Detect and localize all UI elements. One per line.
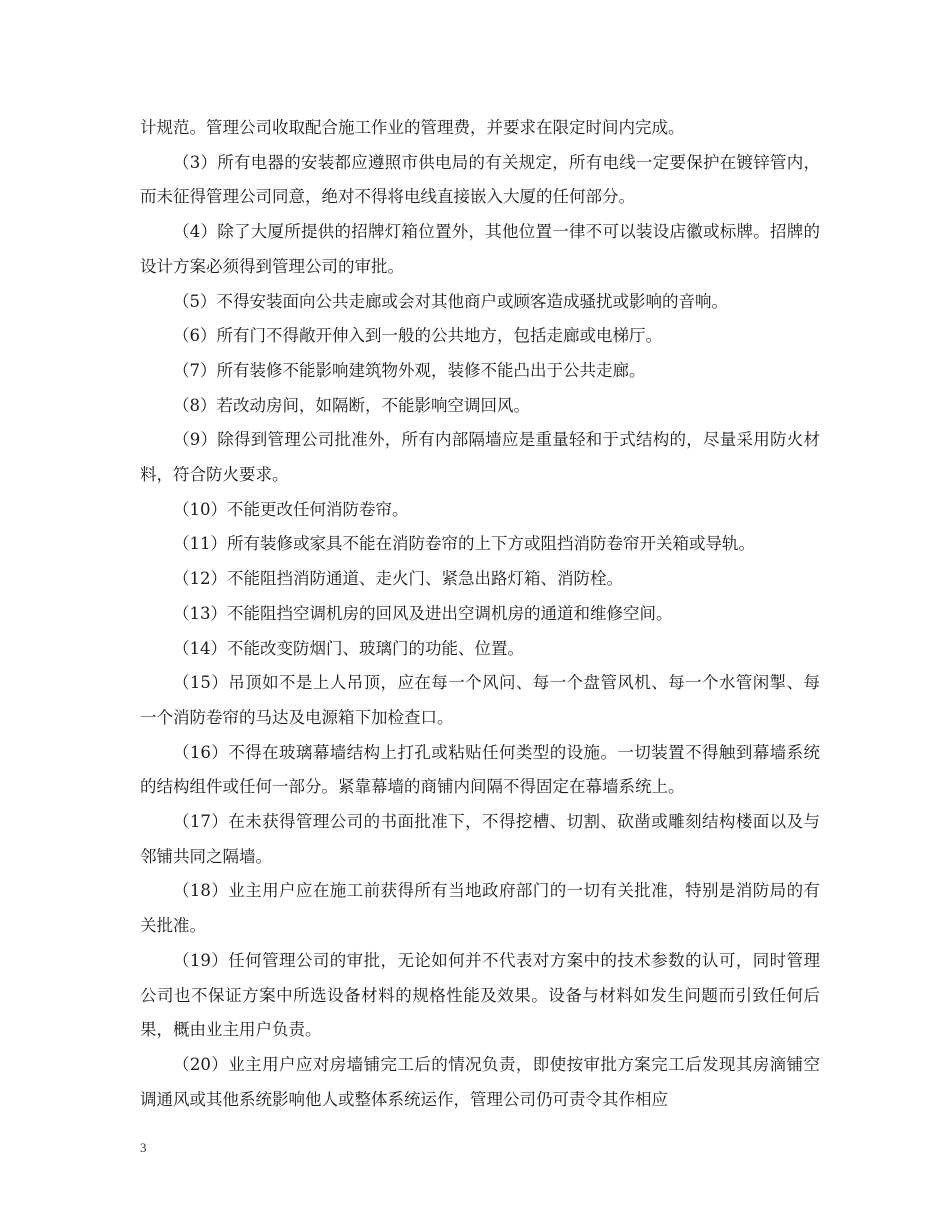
paragraph-11: （13）不能阻挡空调机房的回风及进出空调机房的通道和维修空间。 xyxy=(173,603,673,623)
paragraph-13: （15）吊顶如不是上人吊顶，应在每一个风问、每一个盘管风机、每一个水管闲掣、每一个消防卷帘的马达及电源箱下加检查口。 xyxy=(140,673,820,727)
paragraph-3: （5）不得安装面向公共走廊或会对其他商户或顾客造成骚扰或影响的音响。 xyxy=(173,291,728,311)
paragraph-0: 计规范。管理公司收取配合施工作业的管理费，并要求在限定时间内完成。 xyxy=(140,118,685,137)
page-number: 3 xyxy=(140,1140,147,1155)
document-body xyxy=(140,111,820,1117)
paragraph-16: （18）业主用户应在施工前获得所有当地政府部门的一切有关批准，特别是消防局的有关批准。 xyxy=(140,881,820,936)
paragraph-18: （20）业主用户应对房墙铺完工后的情况负责，即使按审批方案完工后发现其房滴铺空调通风或其他系统影响他人或整体系统运作，管理公司仍可责令其作相应 xyxy=(140,1054,820,1109)
paragraph-15: （17）在未获得管理公司的书面批准下，不得挖槽、切割、砍凿或雕刻结构楼面以及与邻铺共同之隔墙。 xyxy=(140,812,820,866)
paragraph-8: （10）不能更改任何消防卷帘。 xyxy=(173,499,409,519)
paragraph-6: （8）若改动房间，如隔断，不能影响空调回风。 xyxy=(173,395,530,415)
paragraph-2: （4）除了大厦所提供的招牌灯箱位置外，其他位置一律不可以装设店徽或标牌。招牌的设计方案必须得到管理公司的审批。 xyxy=(140,222,820,276)
paragraph-14: （16）不得在玻璃幕墙结构上打孔或粘贴任何类型的设施。一切装置不得触到幕墙系统的结构组件或任何一部分。紧靠幕墙的商铺内间隔不得固定在幕墙系统上。 xyxy=(140,742,820,797)
paragraph-9: （11）所有装修或家具不能在消防卷帘的上下方或阻挡消防卷帘开关箱或导轨。 xyxy=(173,534,755,554)
paragraph-1: （3）所有电器的安装都应遵照市供电局的有关规定，所有电线一定要保护在镀锌管内，而未征得管理公司同意，绝对不得将电线直接嵌入大厦的任何部分。 xyxy=(140,152,820,207)
paragraph-4: （6）所有门不得敞开伸入到一般的公共地方，包括走廊或电梯厅。 xyxy=(173,326,662,346)
paragraph-17: （19）任何管理公司的审批，无论如何并不代表对方案中的技术参数的认可，同时管理公司也不保证方案中所选设备材料的规格性能及效果。设备与材料如发生问题而引致任何后果，概由业主用户负责。 xyxy=(140,950,820,1040)
paragraph-7: （9）除得到管理公司批准外，所有内部隔墙应是重量轻和于式结构的，尽量采用防火材料，符合防火要求。 xyxy=(140,430,820,485)
paragraph-10: （12）不能阻挡消防通道、走火门、紧急出路灯箱、消防栓。 xyxy=(173,569,623,589)
paragraph-12: （14）不能改变防烟门、玻璃门的功能、位置。 xyxy=(173,638,524,658)
paragraph-5: （7）所有装修不能影响建筑物外观，装修不能凸出于公共走廊。 xyxy=(173,360,646,380)
